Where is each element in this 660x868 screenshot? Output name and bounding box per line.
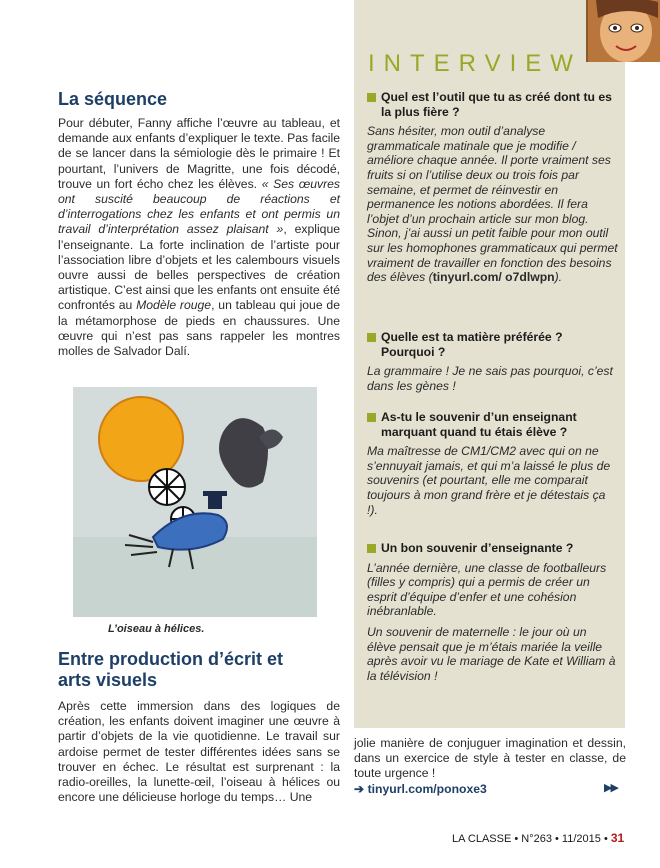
question-2-text: Quelle est ta matière préférée ? Pourquoi ? xyxy=(381,330,563,359)
qa-block-4 xyxy=(367,541,619,683)
answer-1-text: Sans hésiter, mon outil d’analyse grammaticale matinale que je modifie / améliore chaque année. Il porte vraiment ses fruits si on l’utilise deux ou trois fois par semaine, et permet de réinvestir en permanence les notions abordées. Il fera l’objet d’un prochain article sur mon blog. Sinon, j’ai aussi un petit faible pour mon outil sur les homophones grammaticaux qui permet vraiment de travailler en fonction des besoins des élèves ( xyxy=(367,124,618,285)
heading-la-sequence: La séquence xyxy=(58,89,168,109)
footer-text: LA CLASSE • N°263 • 11/2015 • xyxy=(452,833,608,845)
answer-1-end: ). xyxy=(554,270,563,285)
question-1 xyxy=(367,90,619,119)
link-ponoxe3[interactable] xyxy=(354,782,487,796)
answer-2: La grammaire ! Je ne sais pas pourquoi, c’est dans les gènes ! xyxy=(367,364,613,393)
page-footer xyxy=(452,831,624,845)
heading-production: Entre production d’écrit et arts visuels xyxy=(58,649,284,690)
bullet-square-icon xyxy=(367,544,376,553)
question-4-text: Un bon souvenir d’enseignante ? xyxy=(381,541,574,555)
paragraph-production: Après cette immersion dans des logiques de création, les enfants doivent imaginer une œuvre à partir d’objets de la vie quotidienne. Le travail sur ardoise permet de tester différentes idées sans se trouver en échec. Le résultat est surprenant : la radio-oreilles, la lunette-œil, l’oiseau à hélices ou encore une délicieuse horloge du temps… Une xyxy=(58,699,340,805)
qa-block-3 xyxy=(367,410,619,517)
answer-4b: Un souvenir de maternelle : le jour où un élève pensait que je m’étais mariée la veille après avoir vu le mariage de Kate et William à la télévision ! xyxy=(367,624,616,683)
page-number: 31 xyxy=(610,831,625,845)
next-page-arrows-icon[interactable]: ▶▶ xyxy=(604,782,617,794)
bullet-square-icon xyxy=(367,413,376,422)
question-2 xyxy=(367,330,619,359)
paragraph-continuation: jolie manière de conjuguer imagination et dessin, dans un exercice de style à tester en classe, de toute urgence ! xyxy=(354,736,626,781)
paragraph-sequence xyxy=(58,116,340,359)
question-4 xyxy=(367,541,619,556)
para1-end: , un tableau qui joue de la métamorphose de pieds en chaussures. Une œuvre qui n’est pas sans rappeler les montres molles de Salvador Dalí. xyxy=(58,298,340,359)
question-3-text: As-tu le souvenir d’un enseignant marquant quand tu étais élève ? xyxy=(381,410,577,439)
bullet-square-icon xyxy=(367,93,376,102)
interview-title: INTERVIEW xyxy=(368,50,582,77)
portrait-illustration xyxy=(586,0,660,62)
question-1-text: Quel est l’outil que tu as créé dont tu es la plus fière ? xyxy=(381,90,612,119)
answer-1-link[interactable]: tinyurl.com/ o7dlwpn xyxy=(432,270,555,285)
painting-oiseau-a-helices xyxy=(73,387,317,617)
link-text: tinyurl.com/ponoxe3 xyxy=(367,782,487,796)
bullet-square-icon xyxy=(367,333,376,342)
qa-block-2 xyxy=(367,330,619,393)
arrow-right-icon: ➔ xyxy=(354,782,365,796)
answer-1 xyxy=(367,124,619,285)
para1-tail: , explique l’enseignante. La forte inclination de l’artiste pour l’association libre d’objets et les calembours visuels ouvre aussi de belles perspectives de création artistique. C’est ainsi que les enfants ont ensuite été confrontés au xyxy=(58,222,341,313)
painting-caption: L’oiseau à hélices. xyxy=(108,623,205,635)
answer-3: Ma maîtresse de CM1/CM2 avec qui on ne s’ennuyait jamais, et qui m’a laissé le plus de souvenirs (et pourtant, elle me comparait toujours à mon grand frère et je détestais ça !). xyxy=(367,444,611,517)
para1-start: Pour débuter, Fanny affiche l’œuvre au tableau, et demande aux enfants d’expliquer le texte. Pas facile de se lancer dans la sémiologie dès le primaire ! Et pourtant, l’univers de Magritte, une fois décodé, trouve un fort écho chez les élèves. xyxy=(58,116,340,191)
answer-4a: L’année dernière, une classe de footballeurs (filles y compris) qui a permis de créer un esprit d’équipe d’enfer et une cohésion inébranlable. xyxy=(367,560,607,619)
question-3 xyxy=(367,410,619,439)
qa-block-1 xyxy=(367,90,619,285)
italic-title: Modèle rouge xyxy=(136,298,212,313)
quote: « Ses œuvres ont suscité beaucoup de réactions et d’interrogations chez les enfants et ont permis un travail d’interprétation assez plaisant » xyxy=(58,176,341,237)
